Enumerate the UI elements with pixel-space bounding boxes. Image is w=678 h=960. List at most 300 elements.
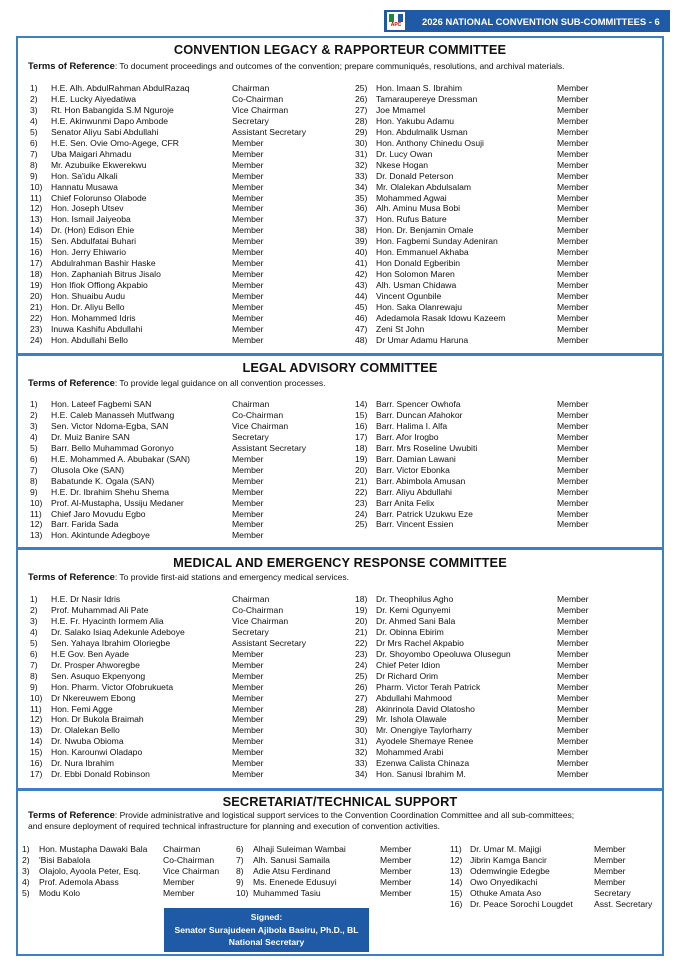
member-name: Prof. Ademola Abass [39, 876, 119, 887]
member-role: Member [232, 236, 264, 247]
member-role: Member [232, 302, 264, 312]
member-number: 31) [355, 148, 368, 159]
member-name: Alhaji Suleiman Wambai [253, 844, 346, 854]
member-number: 8) [30, 475, 38, 486]
member-number: 36) [355, 203, 368, 214]
member-role: Member [557, 312, 589, 323]
member-name: Muhammed Tasiu [253, 887, 321, 898]
member-role: Member [232, 758, 264, 769]
member-role: Member [557, 137, 589, 148]
member-role: Member [557, 291, 589, 302]
member-name: Alh. Sanusi Samaila [253, 854, 330, 865]
member-role: Member [594, 844, 626, 854]
member-number: 22) [30, 312, 43, 323]
member-name: Prof. Al-Mustapha, Ussiju Medaner [51, 497, 184, 508]
member-number: 4) [30, 626, 38, 637]
member-role: Co-Chairman [232, 93, 284, 104]
member-name: Vincent Ogunbile [376, 291, 442, 302]
member-number: 17) [30, 769, 43, 780]
member-name: Abdullahi Mahmood [376, 692, 452, 703]
member-role: Member [232, 269, 264, 280]
member-role: Member [232, 280, 264, 291]
member-role: Member [557, 486, 589, 497]
member-name: Hon. Pharm. Victor Ofobrukueta [51, 681, 174, 692]
member-name: Barr. Vincent Essien [376, 519, 454, 530]
member-role: Member [232, 497, 264, 508]
member-number: 25) [355, 83, 368, 93]
member-role: Member [557, 115, 589, 126]
member-name: Hon Solomon Maren [376, 269, 455, 280]
member-name: Mohammed Agwai [376, 192, 447, 203]
member-number: 19) [355, 453, 368, 464]
member-number: 6) [30, 137, 38, 148]
member-number: 18) [355, 594, 368, 604]
member-number: 33) [355, 170, 368, 181]
member-role: Member [557, 269, 589, 280]
member-role: Chairman [232, 83, 270, 93]
tor-label: Terms of Reference [28, 377, 115, 388]
member-number: 33) [355, 758, 368, 769]
member-name: Hon. Mustapha Dawaki Bala [39, 844, 148, 854]
member-name: Barr. Halima I. Alfa [376, 420, 448, 431]
member-number: 30) [355, 725, 368, 736]
member-name: Barr. Mrs Roseline Uwubiti [376, 442, 478, 453]
member-name: Hon. Ismail Jaiyeoba [51, 214, 131, 225]
section-title: LEGAL ADVISORY COMMITTEE [242, 360, 438, 375]
member-role: Member [380, 887, 412, 898]
member-number: 23) [30, 323, 43, 334]
member-name: Senator Aliyu Sabi Abdullahi [51, 126, 159, 137]
member-role: Assistant Secretary [232, 442, 307, 453]
member-number: 5) [30, 126, 38, 137]
member-number: 46) [355, 312, 368, 323]
member-name: Dr. Ahmed Sani Bala [376, 615, 456, 626]
member-number: 1) [30, 594, 38, 604]
member-role: Co-Chairman [232, 604, 284, 615]
section-title: MEDICAL AND EMERGENCY RESPONSE COMMITTEE [173, 555, 507, 570]
member-name: Mohammed Arabi [376, 747, 444, 758]
member-name: Hon. Dr. Benjamin Omale [376, 225, 474, 236]
member-role: Member [232, 312, 264, 323]
member-name: H.E. Alh. AbdulRahman AbdulRazaq [51, 83, 190, 93]
member-number: 7) [30, 148, 38, 159]
member-number: 7) [30, 464, 38, 475]
member-number: 41) [355, 258, 368, 269]
member-role: Member [232, 681, 264, 692]
member-role: Member [232, 736, 264, 747]
member-role: Member [557, 302, 589, 312]
member-role: Member [557, 637, 589, 648]
member-name: Chief Jaro Movudu Egbo [51, 508, 146, 519]
member-role: Member [232, 453, 264, 464]
member-number: 18) [355, 442, 368, 453]
member-number: 48) [355, 334, 368, 345]
terms-of-reference [28, 377, 648, 389]
member-number: 26) [355, 681, 368, 692]
member-number: 4) [30, 115, 38, 126]
member-number: 29) [355, 126, 368, 137]
member-name: H.E. Sen. Ovie Omo-Agege, CFR [51, 137, 179, 148]
member-role: Member [557, 736, 589, 747]
member-number: 13) [30, 530, 43, 541]
member-number: 3) [30, 615, 38, 626]
member-role: Member [557, 725, 589, 736]
member-name: Dr. Lucy Owan [376, 148, 433, 159]
member-number: 25) [355, 519, 368, 530]
member-number: 24) [355, 508, 368, 519]
member-name: Hon Donald Egberibin [376, 258, 461, 269]
member-name: H.E. Mohammed A. Abubakar (SAN) [51, 453, 190, 464]
member-number: 5) [30, 637, 38, 648]
member-name: Hon. Dr Bukola Braimah [51, 714, 144, 725]
member-number: 2) [30, 604, 38, 615]
member-role: Member [557, 280, 589, 291]
member-number: 13) [30, 214, 43, 225]
member-role: Member [232, 137, 264, 148]
member-number: 14) [450, 876, 463, 887]
member-name: Dr. Ebbi Donald Robinson [51, 769, 150, 780]
member-name: Dr Nkereuwem Ebong [51, 692, 136, 703]
header-title: 2026 NATIONAL CONVENTION SUB-COMMITTEES - 6 [422, 15, 660, 27]
member-number: 12) [30, 203, 43, 214]
signature-block [164, 908, 369, 952]
member-role: Member [557, 399, 589, 409]
member-name: Dr. Shoyombo Opeoluwa Olusegun [376, 648, 511, 659]
member-name: Sen. Asuquo Ekpenyong [51, 670, 146, 681]
member-number: 9) [236, 876, 244, 887]
member-role: Member [232, 714, 264, 725]
member-number: 2) [30, 93, 38, 104]
member-name: Nkese Hogan [376, 159, 429, 170]
member-name: Dr. Salako Isiaq Adekunle Adeboye [51, 626, 185, 637]
member-number: 10) [30, 497, 43, 508]
member-name: Barr Anita Felix [376, 497, 435, 508]
member-name: Rt. Hon Babangida S.M Nguroje [51, 104, 174, 115]
member-role: Chairman [232, 594, 270, 604]
member-name: Hon. Yakubu Adamu [376, 115, 455, 126]
member-number: 27) [355, 692, 368, 703]
member-role: Member [232, 747, 264, 758]
member-name: H.E. Caleb Manasseh Mutfwang [51, 409, 175, 420]
member-name: Hon. Dr. Aliyu Bello [51, 302, 125, 312]
member-name: Abdulrahman Bashir Haske [51, 258, 156, 269]
member-role: Chairman [163, 844, 201, 854]
member-role: Member [557, 431, 589, 442]
member-role: Member [232, 648, 264, 659]
member-name: Prof. Muhammad Ali Pate [51, 604, 149, 615]
member-number: 10) [30, 692, 43, 703]
member-role: Member [557, 214, 589, 225]
member-number: 9) [30, 486, 38, 497]
member-number: 11) [30, 508, 42, 519]
member-name: Hon. Femi Agge [51, 703, 113, 714]
member-name: Sen. Victor Ndoma-Egba, SAN [51, 420, 169, 431]
member-number: 7) [30, 659, 38, 670]
member-number: 20) [355, 464, 368, 475]
member-number: 15) [355, 409, 368, 420]
member-role: Member [557, 126, 589, 137]
member-name: Chief Peter Idion [376, 659, 441, 670]
member-name: Jibrin Kamga Bancir [470, 854, 547, 865]
member-name: Dr. Nwuba Obioma [51, 736, 124, 747]
member-name: Barr. Abimbola Amusan [376, 475, 466, 486]
member-number: 6) [30, 648, 38, 659]
member-role: Member [557, 170, 589, 181]
header-band [384, 10, 670, 32]
member-name: Hon. Imaan S. Ibrahim [376, 83, 462, 93]
member-number: 17) [30, 258, 43, 269]
member-role: Asst. Secretary [594, 898, 653, 909]
member-name: Dr. Obinna Ebirim [376, 626, 444, 637]
party-logo [386, 11, 406, 31]
member-role: Member [232, 170, 264, 181]
member-name: Mr. Onengiye Taylorharry [376, 725, 472, 736]
member-number: 8) [30, 159, 38, 170]
member-number: 26) [355, 93, 368, 104]
signatory-name: Senator Surajudeen Ajibola Basiru, Ph.D., BL [174, 924, 359, 935]
member-role: Member [557, 508, 589, 519]
member-name: Hon. Saka Olanrewaju [376, 302, 462, 312]
member-role: Member [557, 420, 589, 431]
member-number: 14) [30, 225, 43, 236]
member-role: Member [557, 442, 589, 453]
member-name: Sen. Abdulfatai Buhari [51, 236, 137, 247]
member-name: Dr. Donald Peterson [376, 170, 454, 181]
member-name: H.E. Lucky Aiyedatiwa [51, 93, 137, 104]
member-role: Member [557, 594, 589, 604]
member-name: Barr. Bello Muhammad Goronyo [51, 442, 174, 453]
member-name: H.E. Akinwunmi Dapo Ambode [51, 115, 169, 126]
member-number: 5) [30, 442, 38, 453]
member-role: Member [557, 83, 589, 93]
member-name: Hon. Abdulmalik Usman [376, 126, 468, 137]
member-role: Member [232, 464, 264, 475]
tor-text: : To document proceedings and outcomes of the convention; prepare communiqués, resolutions, and archival materials. [114, 61, 565, 71]
member-number: 42) [355, 269, 368, 280]
member-name: Hon. Mohammed Idris [51, 312, 136, 323]
member-role: Member [232, 692, 264, 703]
member-name: Hon. Jerry Ehiwario [51, 247, 126, 258]
member-role: Member [557, 334, 589, 345]
member-role: Member [557, 681, 589, 692]
member-number: 8) [236, 865, 244, 876]
member-number: 2) [30, 409, 38, 420]
member-role: Member [557, 604, 589, 615]
member-role: Member [380, 865, 412, 876]
member-role: Member [232, 159, 264, 170]
terms-of-reference [28, 571, 648, 583]
member-number: 24) [30, 334, 43, 345]
tor-label: Terms of Reference [28, 809, 115, 820]
member-name: Mr. Olalekan Abdulsalam [376, 181, 472, 192]
member-role: Co-Chairman [232, 409, 284, 420]
member-name: Alh. Aminu Musa Bobi [376, 203, 461, 214]
member-number: 23) [355, 648, 368, 659]
member-number: 3) [30, 420, 38, 431]
member-role: Member [232, 148, 264, 159]
member-role: Member [557, 236, 589, 247]
member-number: 13) [30, 725, 43, 736]
member-number: 14) [30, 736, 43, 747]
member-role: Member [232, 323, 264, 334]
member-number: 22) [355, 486, 368, 497]
member-number: 2) [22, 854, 30, 865]
member-number: 18) [30, 269, 43, 280]
member-role: Member [232, 670, 264, 681]
member-number: 37) [355, 214, 368, 225]
member-name: Barr. Afor Irogbo [376, 431, 439, 442]
member-name: Alh. Usman Chidawa [376, 280, 457, 291]
member-name: Tamaraupereye Dressman [376, 93, 478, 104]
member-name: H.E. Fr. Hyacinth Iormem Alia [51, 615, 164, 626]
member-name: Ayodele Shemaye Renee [376, 736, 474, 747]
member-number: 22) [355, 637, 368, 648]
member-role: Member [557, 475, 589, 486]
member-number: 20) [30, 291, 43, 302]
member-role: Member [232, 203, 264, 214]
member-role: Member [594, 876, 626, 887]
tor-label: Terms of Reference [28, 60, 115, 71]
member-number: 4) [30, 431, 38, 442]
member-role: Vice Chairman [232, 104, 289, 115]
member-role: Vice Chairman [232, 420, 289, 431]
member-name: Barr. Victor Ebonka [376, 464, 450, 475]
member-role: Member [557, 497, 589, 508]
member-number: 27) [355, 104, 368, 115]
member-name: Barr. Aliyu Abdullahi [376, 486, 452, 497]
member-number: 35) [355, 192, 368, 203]
member-role: Member [557, 626, 589, 637]
member-role: Chairman [232, 399, 270, 409]
member-role: Member [594, 865, 626, 876]
member-role: Member [557, 648, 589, 659]
member-number: 9) [30, 681, 38, 692]
member-role: Secretary [594, 887, 631, 898]
member-number: 19) [355, 604, 368, 615]
member-role: Member [557, 519, 589, 530]
member-name: Adedamola Rasak Idowu Kazeem [376, 312, 506, 323]
member-name: Barr. Duncan Afahokor [376, 409, 463, 420]
member-name: Dr Richard Orim [376, 670, 439, 681]
member-name: Hon. Shuaibu Audu [51, 291, 126, 302]
terms-of-reference [28, 809, 648, 832]
member-name: H.E. Dr. Ibrahim Shehu Shema [51, 486, 169, 497]
member-role: Member [557, 747, 589, 758]
signatory-title: National Secretary [228, 937, 305, 947]
member-number: 34) [355, 181, 368, 192]
member-role: Member [557, 323, 589, 334]
member-name: Hon. Zaphaniah Bitrus Jisalo [51, 269, 161, 280]
member-name: Mr. Azubuike Ekwerekwu [51, 159, 147, 170]
member-number: 6) [236, 844, 244, 854]
member-number: 17) [355, 431, 368, 442]
member-number: 15) [30, 236, 43, 247]
member-number: 31) [355, 736, 368, 747]
member-role: Member [557, 225, 589, 236]
member-name: Barr. Patrick Uzukwu Eze [376, 508, 473, 519]
member-role: Member [557, 692, 589, 703]
member-name: Dr. (Hon) Edison Ehie [51, 225, 135, 236]
member-number: 1) [30, 83, 38, 93]
member-number: 15) [450, 887, 463, 898]
member-role: Member [557, 159, 589, 170]
member-number: 30) [355, 137, 368, 148]
member-name: Hon. Emmanuel Akhaba [376, 247, 469, 258]
member-role: Member [232, 192, 264, 203]
member-number: 47) [355, 323, 368, 334]
member-number: 39) [355, 236, 368, 247]
member-role: Vice Chairman [232, 615, 289, 626]
member-name: H.E Gov. Ben Ayade [51, 648, 130, 659]
member-role: Member [557, 148, 589, 159]
member-number: 1) [30, 399, 38, 409]
member-number: 16) [450, 898, 463, 909]
tor-text: : To provide first-aid stations and emergency medical services. [114, 572, 350, 582]
member-role: Member [232, 508, 264, 519]
member-number: 21) [30, 302, 43, 312]
member-number: 29) [355, 714, 368, 725]
member-name: Joe Mmamel [376, 104, 426, 115]
member-name: Babatunde K. Ogala (SAN) [51, 475, 155, 486]
member-role: Member [557, 93, 589, 104]
member-name: Hon. Joseph Utsev [51, 203, 124, 214]
member-name: Othuke Amata Aso [470, 887, 542, 898]
member-number: 16) [30, 758, 43, 769]
tor-text: : To provide legal guidance on all convention processes. [114, 378, 326, 388]
member-role: Member [232, 703, 264, 714]
member-role: Member [557, 769, 589, 780]
member-role: Assistant Secretary [232, 126, 307, 137]
member-role: Member [232, 334, 264, 345]
member-number: 44) [355, 291, 368, 302]
terms-of-reference [28, 60, 648, 72]
member-number: 7) [236, 854, 244, 865]
member-number: 12) [450, 854, 463, 865]
member-number: 3) [30, 104, 38, 115]
member-name: Hon. Anthony Chinedu Osuji [376, 137, 484, 148]
member-name: Olajolo, Ayoola Peter, Esq. [39, 865, 141, 876]
member-name: Hon. Karounwi Oladapo [51, 747, 143, 758]
member-role: Secretary [232, 626, 269, 637]
member-number: 21) [355, 475, 368, 486]
member-number: 12) [30, 714, 43, 725]
member-role: Member [594, 854, 626, 865]
member-role: Co-Chairman [163, 854, 215, 865]
member-role: Vice Chairman [163, 865, 220, 876]
member-role: Member [557, 247, 589, 258]
member-name: Odemwingie Edegbe [470, 865, 550, 876]
member-role: Member [557, 670, 589, 681]
member-name: Hon. Sanusi Ibrahim M. [376, 769, 466, 780]
logo-text: APC [390, 22, 402, 28]
member-role: Member [380, 876, 412, 887]
member-number: 11) [30, 703, 42, 714]
member-role: Member [557, 258, 589, 269]
member-name: Sen. Yahaya Ibrahim Oloriegbe [51, 637, 171, 648]
member-role: Member [557, 703, 589, 714]
member-number: 24) [355, 659, 368, 670]
member-role: Member [232, 725, 264, 736]
member-number: 38) [355, 225, 368, 236]
tor-text-continued: and ensure deployment of required technical infrastructure for planning and execution of convention activities. [28, 821, 441, 831]
section-divider [16, 547, 664, 550]
member-name: Inuwa Kashifu Abdullahi [51, 323, 143, 334]
member-number: 10) [236, 887, 249, 898]
member-number: 28) [355, 703, 368, 714]
member-name: Dr. Kemi Ogunyemi [376, 604, 451, 615]
member-number: 15) [30, 747, 43, 758]
member-number: 20) [355, 615, 368, 626]
